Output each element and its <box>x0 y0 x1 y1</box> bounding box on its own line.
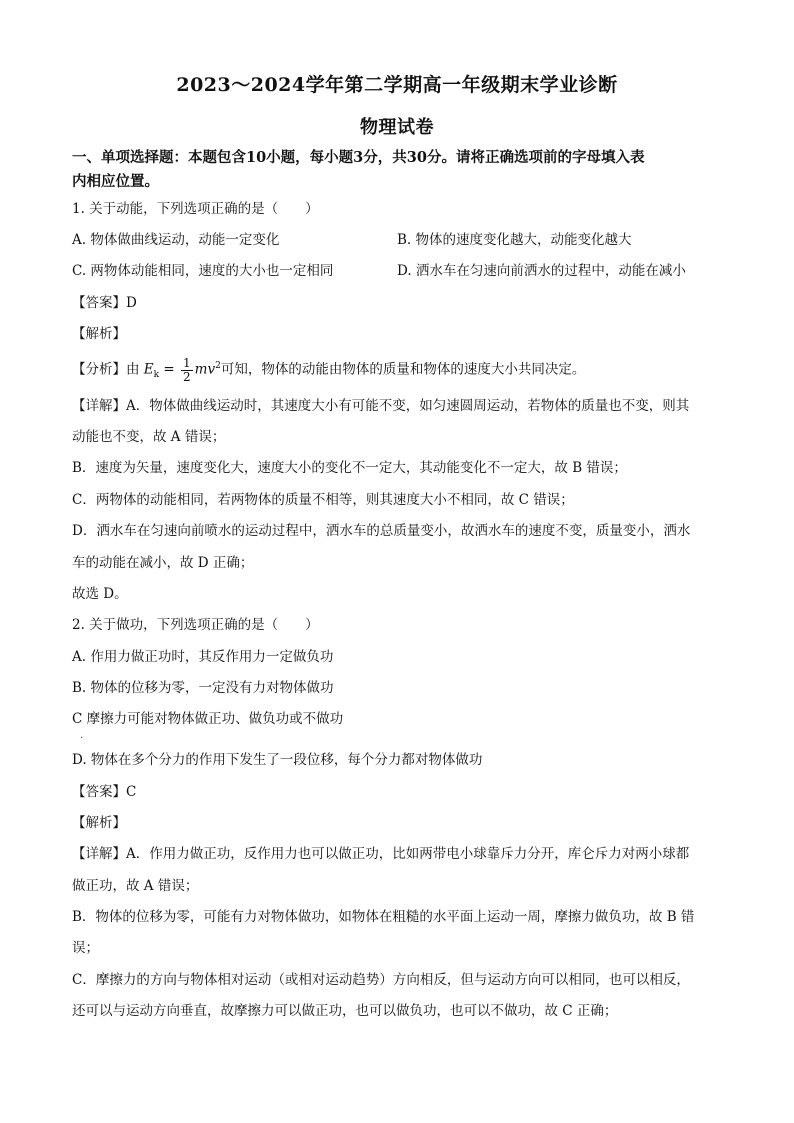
q1-option-b: B. 物体的速度变化越大，动能变化越大 <box>397 232 632 248</box>
section-heading-line2: 内相应位置。 <box>72 173 159 190</box>
q1-analysis-label: 【解析】 <box>72 326 126 342</box>
q1-option-d: D. 洒水车在匀速向前洒水的过程中，动能在减小 <box>397 263 686 279</box>
q1-detail-line: D．洒水车在匀速向前喷水的运动过程中，洒水车的总质量变小，故洒水车的速度不变，质量变小，洒水 <box>72 523 691 539</box>
q2-analysis-label: 【解析】 <box>72 815 126 831</box>
q2-option-c: C 摩擦力可能对物体做正功、做负功或不做功 <box>72 711 344 727</box>
exam-title: 2023～2024学年第二学期高一年级期末学业诊断 <box>176 74 618 96</box>
section-heading-line1: 一、单项选择题：本题包含10小题，每小题3分，共30分。请将正确选项前的字母填入表 <box>72 149 645 166</box>
q1-option-c: C. 两物体动能相同，速度的大小也一定相同 <box>72 263 334 279</box>
q1-detail-line: C．两物体的动能相同，若两物体的质量不相等，则其速度大小不相同，故 C 错误； <box>72 492 574 508</box>
q1-detail-line: B．速度为矢量，速度变化大，速度大小的变化不一定大，其动能变化不一定大，故 B 错误； <box>72 460 627 476</box>
q2-option-d: D. 物体在多个分力的作用下发生了一段位移，每个分力都对物体做功 <box>72 752 483 768</box>
q2-answer: 【答案】C <box>72 784 137 800</box>
formula-ek-sub: k <box>153 370 160 381</box>
formula-ek: E <box>143 361 154 378</box>
q1-detail-line: 车的动能在减小，故 D 正确； <box>72 555 254 571</box>
formula-equals: = <box>159 361 180 378</box>
q2-option-a: A. 作用力做正功时，其反作用力一定做负功 <box>72 649 334 665</box>
stray-dot: . <box>80 730 84 741</box>
formula-mv: mv <box>194 361 216 378</box>
q1-stem: 1. 关于动能，下列选项正确的是（ ） <box>72 201 319 217</box>
q1-fenxi-suffix: 可知，物体的动能由物体的质量和物体的速度大小共同决定。 <box>220 361 586 378</box>
q2-detail-line: 误； <box>72 940 99 956</box>
q2-detail-line: C．摩擦力的方向与物体相对运动（或相对运动趋势）方向相反，但与运动方向可以相同，也可以相反， <box>72 972 690 988</box>
fraction-numerator: 1 <box>183 355 191 370</box>
fraction-denominator: 2 <box>183 369 191 384</box>
q1-answer: 【答案】D <box>72 295 137 311</box>
q1-fenxi-prefix: 【分析】由 <box>72 361 144 378</box>
q1-fenxi <box>72 356 585 385</box>
q1-detail-line: 动能也不变，故 A 错误； <box>72 429 226 445</box>
q2-option-b: B. 物体的位移为零，一定没有力对物体做功 <box>72 680 334 696</box>
q2-detail-line: 【详解】A．作用力做正功，反作用力也可以做正功，比如两带电小球靠斥力分开，库仑斥力对两小球都 <box>72 846 690 862</box>
formula-sup: 2 <box>215 361 221 371</box>
q2-detail-line: 做正功，故 A 错误； <box>72 878 199 894</box>
q2-detail-line: B．物体的位移为零，可能有力对物体做功，如物体在粗糙的水平面上运动一周，摩擦力做负功，故 B 错 <box>72 909 695 925</box>
q2-stem: 2. 关于做功，下列选项正确的是（ ） <box>72 617 319 633</box>
q2-detail-line: 还可以与运动方向垂直，故摩擦力可以做正功，也可以做负功，也可以不做功，故 C 正确； <box>72 1003 618 1019</box>
q1-conclusion: 故选 D。 <box>72 586 128 602</box>
exam-subtitle: 物理试卷 <box>360 117 434 138</box>
q1-option-a: A. 物体做曲线运动，动能一定变化 <box>72 232 280 248</box>
formula-fraction <box>181 357 193 384</box>
q1-detail-line: 【详解】A．物体做曲线运动时，其速度大小有可能不变，如匀速圆周运动，若物体的质量也不变，则其 <box>72 398 690 414</box>
